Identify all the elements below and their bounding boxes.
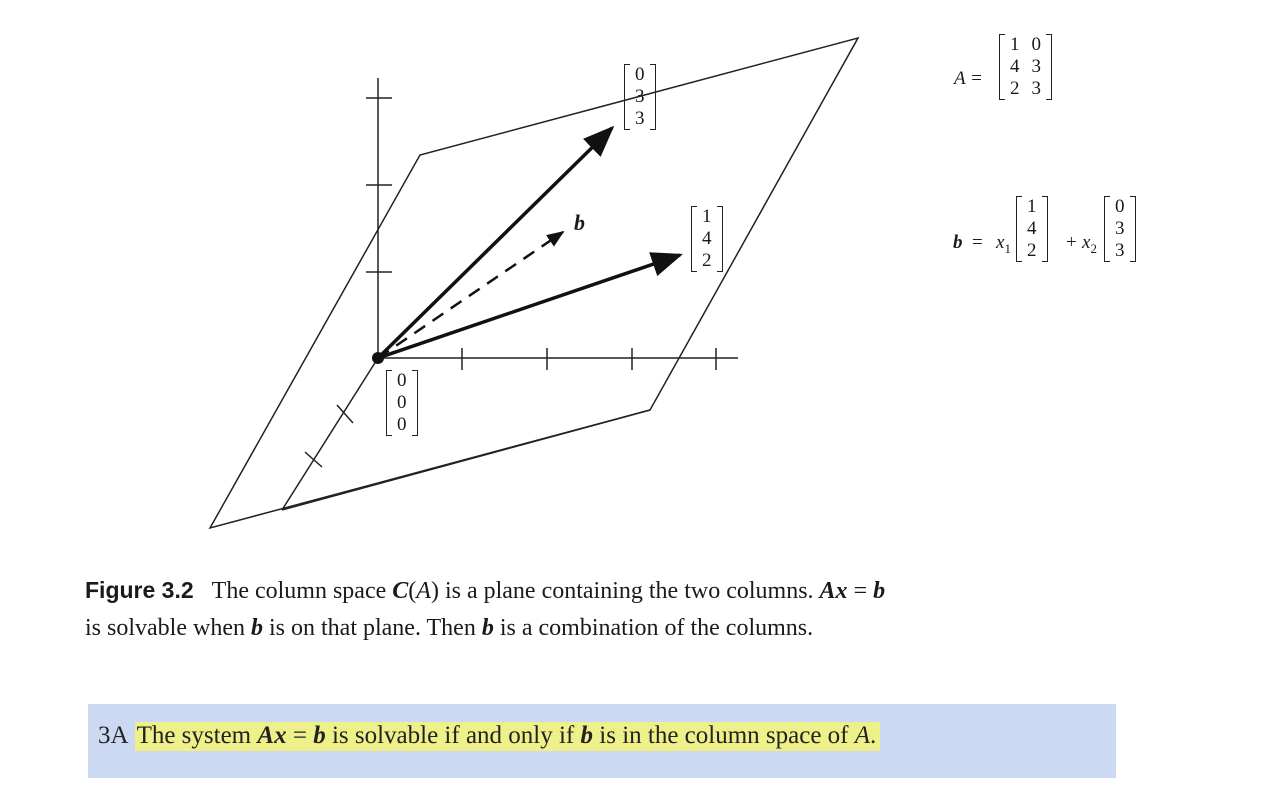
- theorem-math: b: [580, 722, 594, 749]
- theorem-text: is in the column space of: [593, 722, 855, 749]
- caption-text: is solvable when: [85, 615, 251, 641]
- caption-text: The column space: [211, 578, 393, 604]
- caption-text: is on that plane. Then: [262, 615, 482, 641]
- theorem-math: Ax: [257, 722, 287, 749]
- vector-entry: 1: [1027, 196, 1037, 217]
- caption-math: b: [481, 615, 494, 641]
- matrix-entry: 3: [1031, 56, 1041, 77]
- matrix-entry: 2: [1010, 78, 1020, 99]
- matrix-row: [1007, 56, 1044, 78]
- matrix-a: [1001, 34, 1050, 100]
- theorem-tag: 3A: [98, 722, 129, 749]
- vector-entry: 4: [702, 228, 712, 249]
- vector-entry: 4: [1027, 218, 1037, 239]
- theorem-3a: [98, 717, 880, 755]
- theorem-highlight: [135, 722, 881, 751]
- caption-text: =: [847, 578, 874, 604]
- theorem-text: .: [870, 722, 877, 749]
- figure-caption: [85, 572, 1185, 647]
- eq-col2: [1106, 196, 1134, 262]
- caption-math: b: [873, 578, 886, 604]
- matrix-row: [1007, 78, 1044, 100]
- theorem-text: =: [286, 722, 314, 749]
- vector-entry: 3: [1115, 240, 1125, 261]
- eq-equals: =: [972, 232, 983, 253]
- vector-entry: 0: [1115, 196, 1125, 217]
- caption-text: ) is a plane containing the two columns.: [430, 578, 820, 604]
- vector-b-arrow: [378, 232, 563, 358]
- vector-entry: 2: [1027, 240, 1037, 261]
- matrix-entry: 4: [1010, 56, 1020, 77]
- vector-a2-arrow: [378, 128, 612, 358]
- vector-entry: 3: [635, 86, 645, 107]
- caption-text: is a combination of the columns.: [493, 615, 814, 641]
- vector-entry: 0: [397, 414, 407, 435]
- matrix-entry: 3: [1031, 78, 1041, 99]
- caption-math: A: [416, 578, 431, 604]
- vector-a2-label: [626, 64, 654, 130]
- vector-b-label: b: [574, 210, 585, 235]
- vector-entry: 0: [635, 64, 645, 85]
- vector-a1-arrow: [378, 255, 680, 358]
- eq-col1: [1018, 196, 1046, 262]
- eq-x2: $x_2$: [1082, 232, 1097, 256]
- matrix-a-lhs: A =: [954, 68, 983, 89]
- vector-a1-label: [693, 206, 721, 272]
- depth-axis-tick: [305, 452, 322, 467]
- matrix-entry: 1: [1010, 34, 1020, 55]
- vector-entry: 0: [397, 392, 407, 413]
- caption-text: (: [408, 578, 417, 604]
- vector-entry: 3: [635, 108, 645, 129]
- caption-math: C: [392, 578, 409, 604]
- vector-entry: 2: [702, 250, 712, 271]
- caption-math: b: [250, 615, 263, 641]
- figure-label: Figure 3.2: [85, 577, 194, 603]
- caption-math: Ax: [819, 578, 848, 604]
- vector-entry: 0: [397, 370, 407, 391]
- zero-vector-label: [388, 370, 416, 436]
- theorem-text: The system: [136, 722, 258, 749]
- vector-entry: 1: [702, 206, 712, 227]
- theorem-math: b: [313, 722, 326, 749]
- matrix-row: [1007, 34, 1044, 56]
- eq-b: b: [953, 232, 963, 253]
- origin-point: [372, 352, 384, 364]
- vector-entry: 3: [1115, 218, 1125, 239]
- matrix-entry: 0: [1031, 34, 1041, 55]
- plane-edge: [282, 410, 650, 510]
- theorem-text: is solvable if and only if: [325, 722, 581, 749]
- theorem-math: A: [854, 722, 871, 749]
- eq-plus: +: [1066, 232, 1077, 253]
- eq-x1: $x_1$: [996, 232, 1011, 256]
